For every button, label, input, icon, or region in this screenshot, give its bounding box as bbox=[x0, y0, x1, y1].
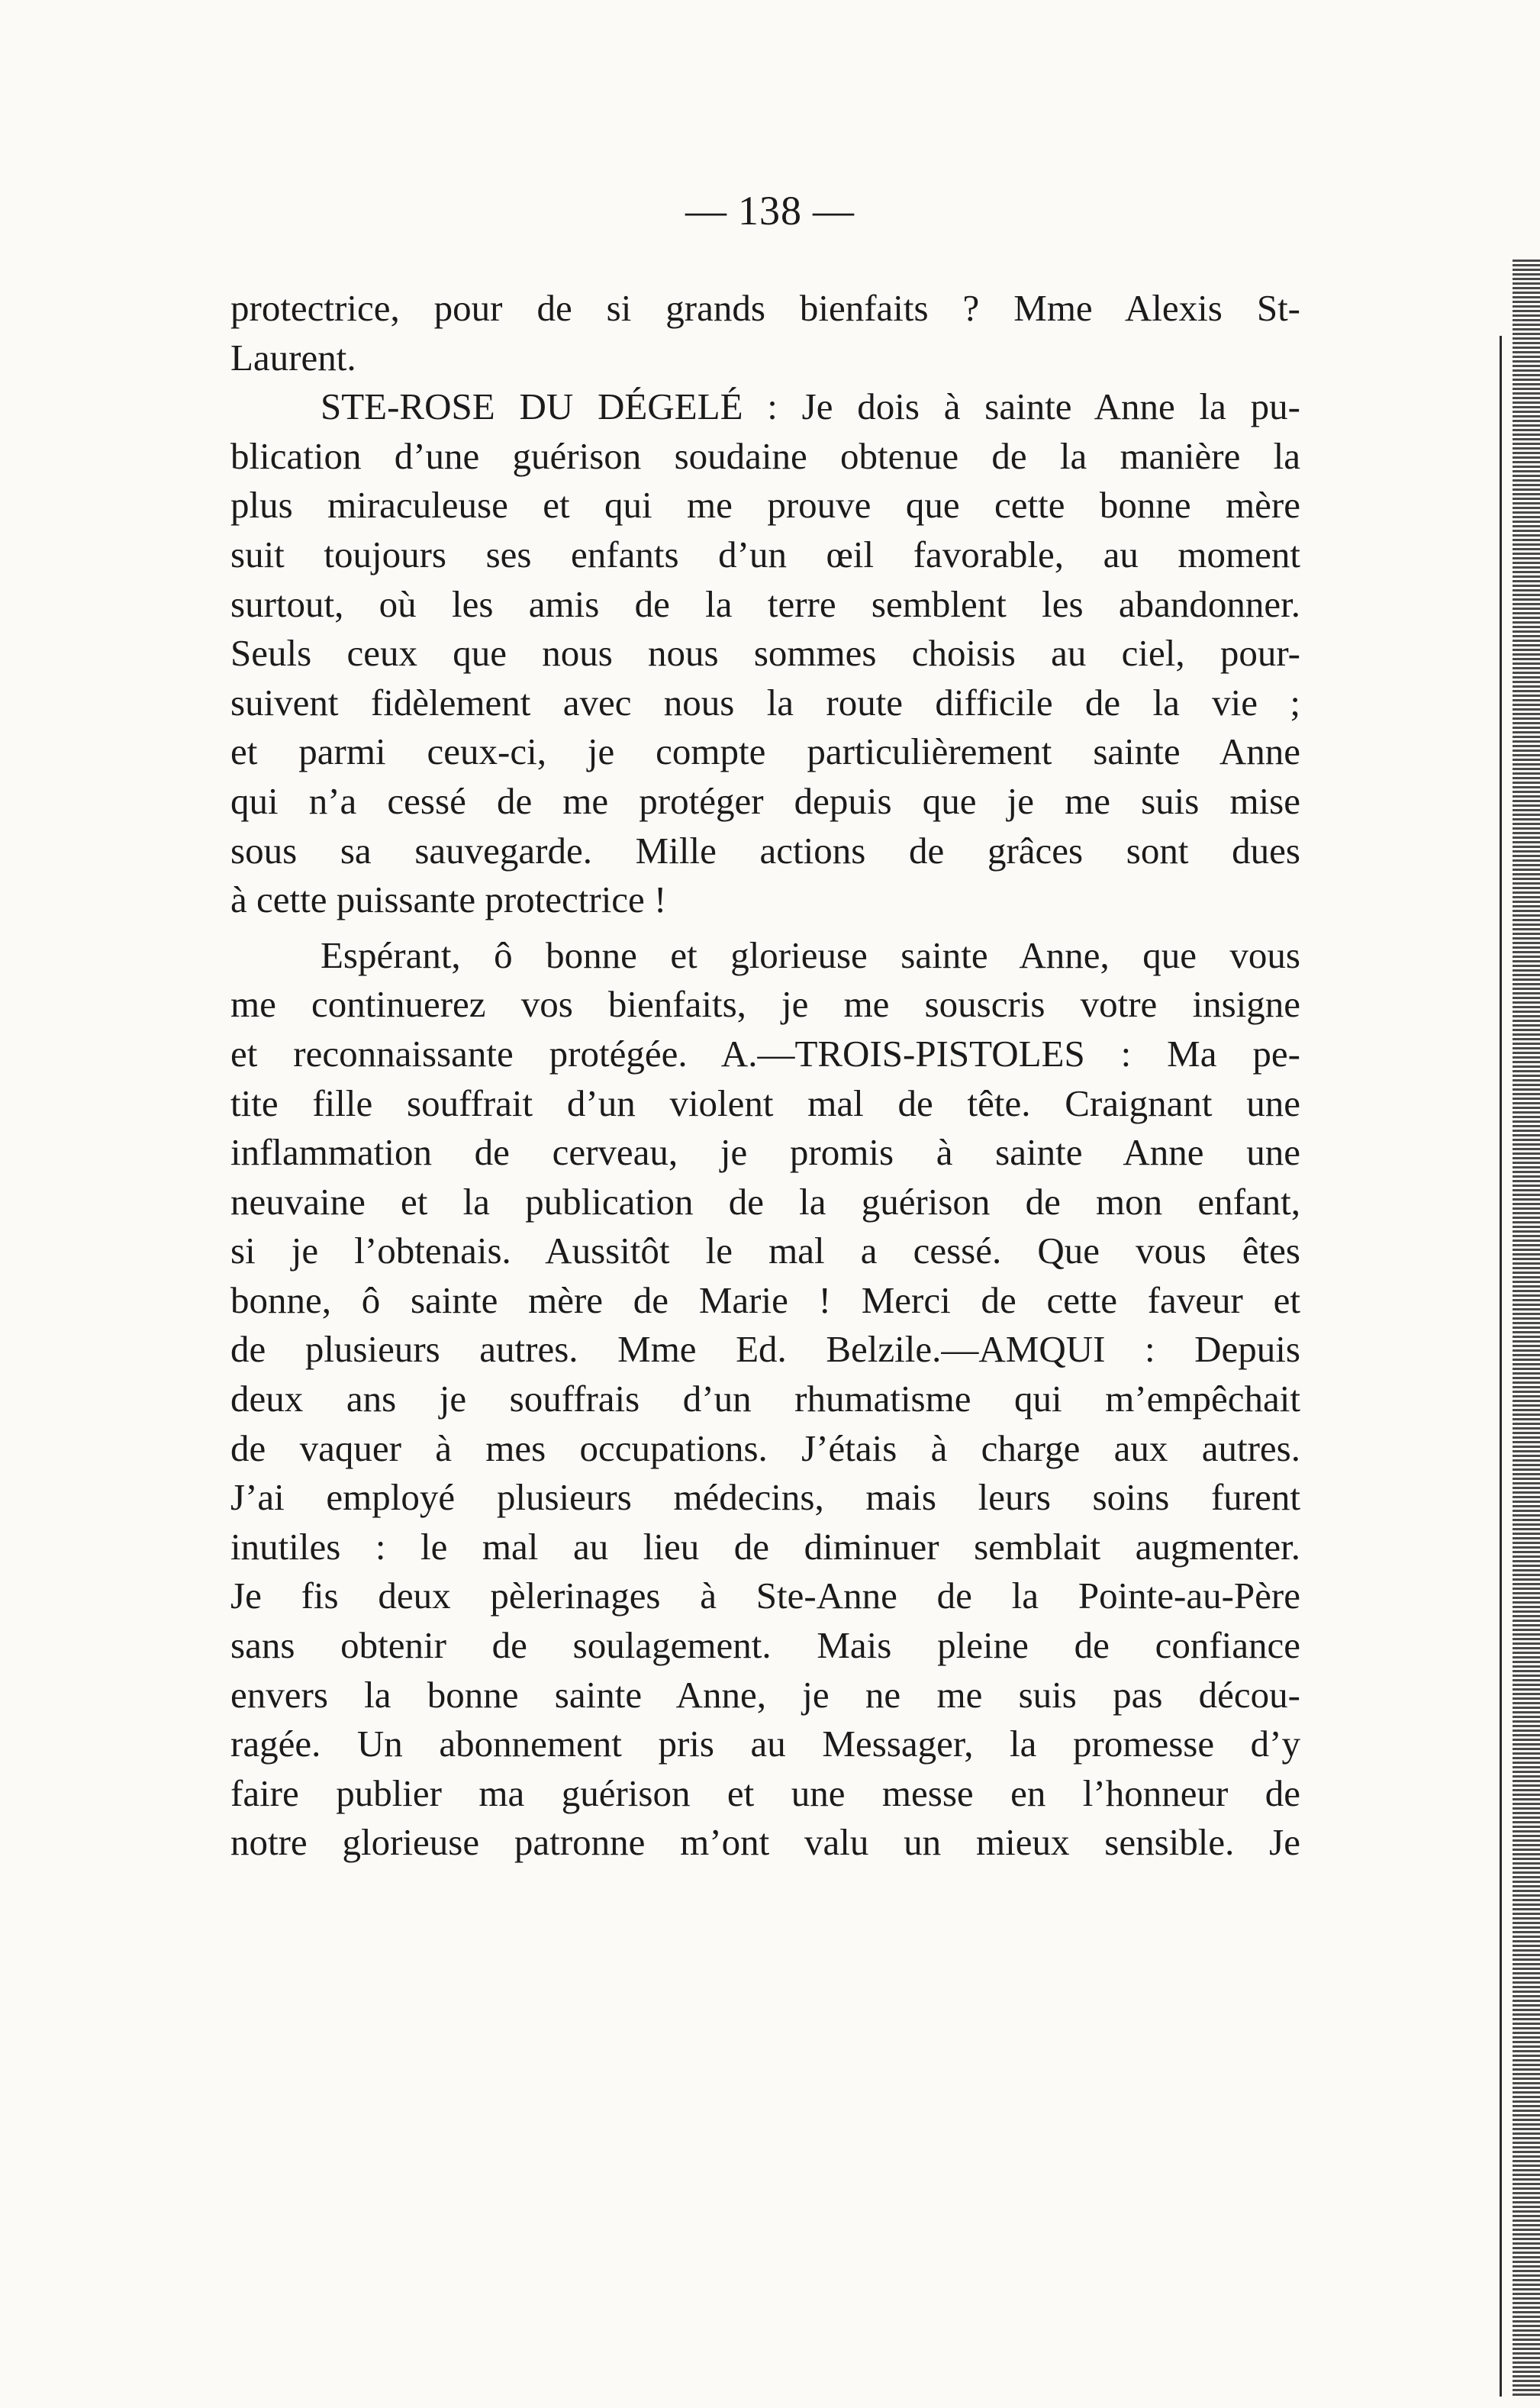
text-line: suit toujours ses enfants d’un œil favorable, au moment bbox=[230, 533, 1300, 575]
text-line: envers la bonne sainte Anne, je ne me suis pas décou- bbox=[230, 1673, 1300, 1716]
text-line: inflammation de cerveau, je promis à sainte Anne une bbox=[230, 1131, 1300, 1174]
binding-edge-line bbox=[1500, 336, 1502, 2397]
text-line: Laurent. bbox=[230, 336, 356, 379]
text-line: de plusieurs autres. Mme Ed. Belzile.—AMQUI : Depuis bbox=[230, 1328, 1300, 1371]
text-line: blication d’une guérison soudaine obtenue de la manière la bbox=[230, 434, 1300, 477]
text-line: Je fis deux pèlerinages à Ste-Anne de la Pointe-au-Père bbox=[230, 1575, 1300, 1617]
text-line: tite fille souffrait d’un violent mal de tête. Craignant une bbox=[230, 1082, 1300, 1124]
text-line: neuvaine et la publication de la guérison de mon enfant, bbox=[230, 1180, 1300, 1223]
text-line: surtout, où les amis de la terre semblent les abandonner. bbox=[230, 582, 1300, 625]
text-line: et parmi ceux-ci, je compte particulièrement sainte Anne bbox=[230, 730, 1300, 773]
text-line: plus miraculeuse et qui me prouve que cette bonne mère bbox=[230, 484, 1300, 527]
dash-right: — bbox=[813, 188, 855, 234]
text-line: sans obtenir de soulagement. Mais pleine de confiance bbox=[230, 1624, 1300, 1667]
text-line: me continuerez vos bienfaits, je me souscris votre insigne bbox=[230, 983, 1300, 1026]
text-line: qui n’a cessé de me protéger depuis que je me suis mise bbox=[230, 779, 1300, 822]
text-line: faire publier ma guérison et une messe en l’honneur de bbox=[230, 1771, 1300, 1814]
text-line: ragée. Un abonnement pris au Messager, la promesse d’y bbox=[230, 1723, 1300, 1765]
text-line: protectrice, pour de si grands bienfaits ? Mme Alexis St- bbox=[230, 287, 1300, 329]
binding-edge bbox=[1513, 259, 1540, 2397]
text-line: de vaquer à mes occupations. J’étais à charge aux autres. bbox=[230, 1426, 1300, 1469]
text-line: notre glorieuse patronne m’ont valu un mieux sensible. Je bbox=[230, 1821, 1300, 1864]
paragraph-gap bbox=[230, 925, 1300, 931]
text-line: sous sa sauvegarde. Mille actions de grâces sont dues bbox=[230, 829, 1300, 872]
dash-left: — bbox=[685, 188, 727, 234]
page-number bbox=[0, 187, 1540, 234]
text-line: deux ans je souffrais d’un rhumatisme qui m’empêchait bbox=[230, 1378, 1300, 1420]
text-line: bonne, ô sainte mère de Marie ! Merci de cette faveur et bbox=[230, 1278, 1300, 1321]
text-line: inutiles : le mal au lieu de diminuer semblait augmenter. bbox=[230, 1525, 1300, 1568]
text-line: Espérant, ô bonne et glorieuse sainte Anne, que vous bbox=[321, 933, 1300, 976]
text-line: Seuls ceux que nous nous sommes choisis au ciel, pour- bbox=[230, 632, 1300, 675]
body-text bbox=[230, 284, 1300, 1868]
text-line: à cette puissante protectrice ! bbox=[230, 878, 667, 921]
text-line: si je l’obtenais. Aussitôt le mal a cessé. Que vous êtes bbox=[230, 1230, 1300, 1272]
text-line: STE-ROSE DU DÉGELÉ : Je dois à sainte Anne la pu- bbox=[321, 385, 1300, 428]
text-line: suivent fidèlement avec nous la route difficile de la vie ; bbox=[230, 681, 1300, 724]
page-number-value: 138 bbox=[738, 188, 802, 234]
text-line: J’ai employé plusieurs médecins, mais leurs soins furent bbox=[230, 1476, 1300, 1519]
text-line: et reconnaissante protégée. A.—TROIS-PISTOLES : Ma pe- bbox=[230, 1032, 1300, 1075]
